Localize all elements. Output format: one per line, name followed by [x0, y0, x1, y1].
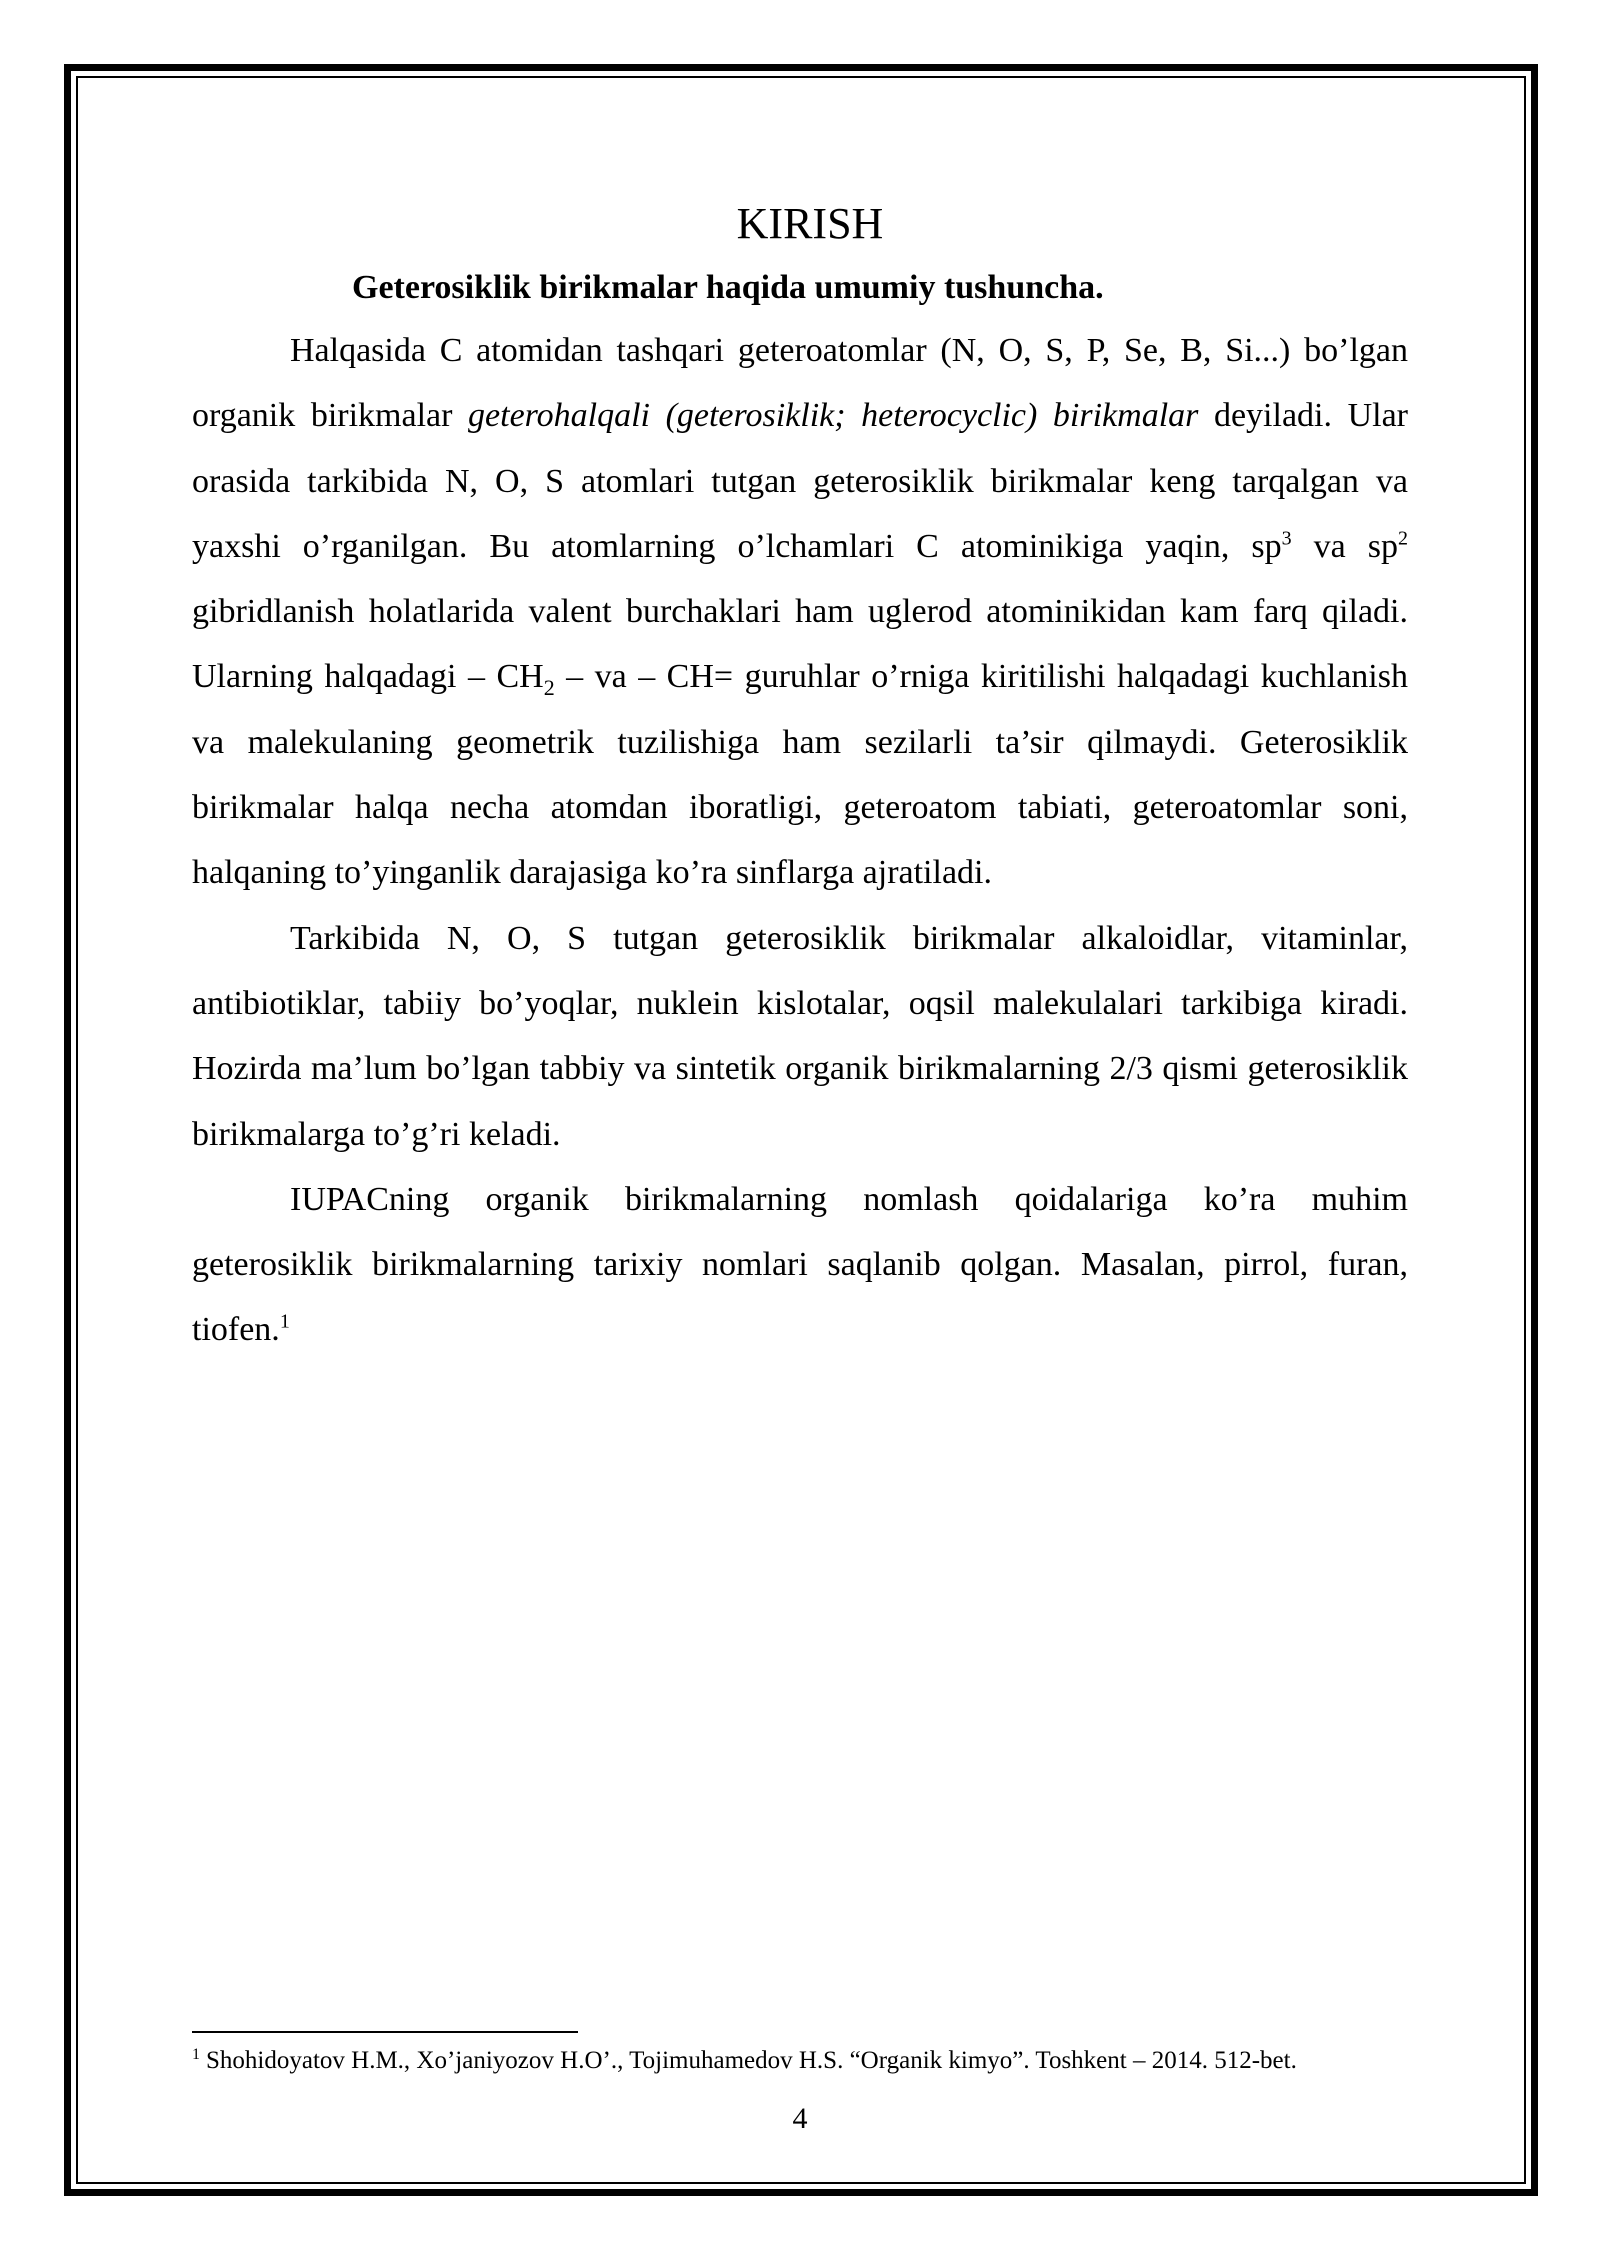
paragraph-1-text-a: Halqasida C atomidan tashqari geteroatomlar (N, O, S, P, Se, B, Si...) bo’lgan organik birikmalar: [192, 332, 1408, 435]
sp2-superscript: 2: [1398, 527, 1409, 550]
paragraph-1: [192, 318, 1408, 906]
paragraph-1-text-e: – va – CH= guruhlar o’rniga kiritilishi halqadagi kuchlanish va malekulaning geometrik tuzilishiga ham sezilarli ta’sir qilmaydi. Geterosiklik birikmalar halqa necha atomdan iboratligi, geteroatom tabiati, geteroatomlar soni, halqaning to’yinganlik darajasiga ko’ra sinflarga ajratiladi.: [192, 658, 1408, 892]
section-subtitle: Geterosiklik birikmalar haqida umumiy tushuncha.: [352, 269, 1104, 306]
paragraph-1-text-c: va sp: [1291, 527, 1399, 565]
page-content: [192, 190, 1408, 1363]
paragraph-1-text-d: gibridlanish holatlarida valent burchaklari ham uglerod atominikidan kam farq qiladi. Ularning halqadagi – CH: [192, 593, 1408, 696]
page-title: KIRISH: [736, 199, 884, 248]
ch2-subscript: 2: [543, 675, 555, 701]
paragraph-3: [192, 1167, 1408, 1363]
sp3-superscript: 3: [1281, 527, 1292, 550]
paragraph-1-italic-term: geterohalqali (geterosiklik; heterocyclic) birikmalar: [468, 397, 1199, 435]
page-number: 4: [792, 2102, 808, 2135]
paragraph-2: Tarkibida N, O, S tutgan geterosiklik birikmalar alkaloidlar, vitaminlar, antibiotiklar, tabiiy bo’yoqlar, nuklein kislotalar, oqsil malekulalari tarkibiga kiradi. Hozirda ma’lum bo’lgan tabbiy va sintetik organik birikmalarning 2/3 qismi geterosiklik birikmalarga to’g’ri keladi.: [192, 919, 1408, 1153]
footnote: [192, 2044, 1432, 2078]
footnote-marker: 1: [192, 2045, 200, 2063]
paragraph-3-text: IUPACning organik birikmalarning nomlash qoidalariga ko’ra muhim geterosiklik birikmalarning tarixiy nomlari saqlanib qolgan. Masalan, pirrol, furan, tiofen.: [192, 1180, 1408, 1349]
footnote-text: Shohidoyatov H.M., Xo’janiyozov H.O’., Tojimuhamedov H.S. “Organik kimyo”. Toshkent – 2014. 512-bet.: [206, 2047, 1297, 2074]
paragraph-1-text-b: deyiladi. Ular orasida tarkibida N, O, S atomlari tutgan geterosiklik birikmalar keng tarqalgan va yaxshi o’rganilgan. Bu atomlarning o’lchamlari C atominikiga yaqin, sp: [192, 397, 1408, 565]
footnote-reference[interactable]: 1: [279, 1311, 290, 1334]
footnote-separator: [192, 2031, 578, 2033]
